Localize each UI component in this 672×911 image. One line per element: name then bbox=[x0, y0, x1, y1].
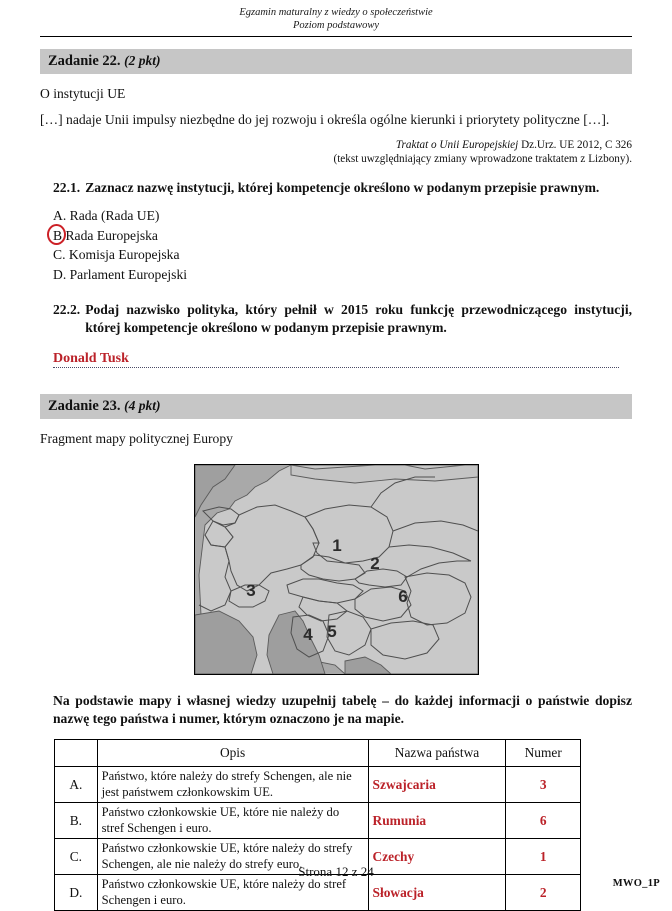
exam-code: MWO_1P bbox=[612, 878, 660, 889]
row-b-country-answer[interactable]: Rumunia bbox=[368, 803, 506, 839]
row-c-description: Państwo członkowskie UE, które należy do strefy Schengen, ale nie należy do strefy euro. bbox=[97, 839, 368, 875]
running-header-line2: Poziom podstawowy bbox=[292, 20, 380, 31]
answer-dotted-line bbox=[53, 367, 619, 368]
row-c-letter: C. bbox=[55, 839, 98, 875]
option-d-letter: D. bbox=[53, 266, 67, 282]
map-label-4: 4 bbox=[302, 625, 313, 644]
question-22-2-answer-area[interactable] bbox=[53, 349, 619, 368]
row-b-letter: B. bbox=[55, 803, 98, 839]
table-head bbox=[55, 740, 581, 767]
option-a-letter: A. bbox=[53, 208, 67, 223]
map-svg bbox=[195, 465, 478, 674]
task-23-instruction: Na podstawie mapy i własnej wiedzy uzupełnij tabelę – do każdej informacji o państwie dopisz nazwę tego państwa i numer, którym oznaczono je na mapie. bbox=[53, 693, 632, 726]
option-a[interactable] bbox=[53, 206, 672, 226]
header-description: Opis bbox=[97, 740, 368, 767]
row-d-letter: D. bbox=[55, 875, 98, 911]
task-22-quote: […] nadaje Unii impulsy niezbędne do jej rozwoju i określa ogólne kierunki i priorytety polityczne […]. bbox=[40, 112, 610, 127]
row-d-number-answer[interactable]: 2 bbox=[506, 875, 581, 911]
option-d[interactable] bbox=[53, 265, 672, 285]
table-row bbox=[55, 767, 581, 803]
task-23-body bbox=[40, 430, 632, 448]
attribution-line1 bbox=[40, 138, 632, 152]
question-22-2-text: Podaj nazwisko polityka, który pełnił w 2015 roku funkcję przewodniczącego instytucji, której kompetencje określono w podanym przepisie prawnym. bbox=[85, 302, 632, 335]
question-22-2-answer: Donald Tusk bbox=[53, 351, 129, 366]
row-a-description: Państwo, które należy do strefy Schengen, ale nie jest państwem członkowskim UE. bbox=[97, 767, 368, 803]
task-22-source-intro: O instytucji UE bbox=[40, 86, 126, 101]
row-a-number-answer[interactable]: 3 bbox=[506, 767, 581, 803]
map-label-3: 3 bbox=[245, 581, 256, 600]
table-body bbox=[55, 767, 581, 911]
task-23-header bbox=[40, 394, 632, 419]
header-number: Numer bbox=[506, 740, 581, 767]
task-22-attribution bbox=[40, 138, 632, 166]
question-22-1-options bbox=[53, 206, 672, 284]
header-letter bbox=[55, 740, 98, 767]
task-23-title: Zadanie 23. bbox=[48, 398, 121, 414]
option-b[interactable] bbox=[53, 226, 672, 246]
header-divider bbox=[40, 36, 632, 37]
task-23-points: (4 pkt) bbox=[124, 398, 161, 413]
option-c-label: Komisja Europejska bbox=[68, 247, 180, 262]
question-22-1 bbox=[8, 179, 632, 197]
attribution-ref: Dz.Urz. UE 2012, C 326 bbox=[518, 139, 632, 151]
row-b-description: Państwo członkowskie UE, które nie należy do stref Schengen i euro. bbox=[97, 803, 368, 839]
option-c-letter: C. bbox=[53, 247, 66, 262]
option-a-label: Rada (Rada UE) bbox=[69, 208, 160, 223]
task-22-title: Zadanie 22. bbox=[48, 53, 121, 69]
question-22-2-number: 22.2. bbox=[53, 302, 81, 317]
table-header-row bbox=[55, 740, 581, 767]
map-label-5: 5 bbox=[326, 622, 337, 641]
question-22-1-number: 22.1. bbox=[53, 180, 81, 195]
attribution-title: Traktat o Unii Europejskiej bbox=[395, 139, 519, 151]
row-a-letter: A. bbox=[55, 767, 98, 803]
task-22-body bbox=[40, 85, 632, 166]
europe-political-map bbox=[194, 464, 479, 675]
row-d-description: Państwo członkowskie UE, które należy do stref Schengen i euro. bbox=[97, 875, 368, 911]
map-caption: Fragment mapy politycznej Europy bbox=[40, 431, 233, 446]
map-label-6: 6 bbox=[397, 587, 408, 606]
running-header-line1: Egzamin maturalny z wiedzy o społeczeństwie bbox=[239, 7, 433, 18]
task-22-points: (2 pkt) bbox=[124, 53, 161, 68]
question-22-2 bbox=[8, 301, 632, 337]
question-22-2-answer-row bbox=[53, 349, 619, 366]
option-b-letter bbox=[53, 228, 62, 243]
question-22-1-text: Zaznacz nazwę instytucji, której kompetencje określono w podanym przepisie prawnym. bbox=[85, 180, 600, 195]
map-label-1: 1 bbox=[331, 536, 342, 555]
row-d-country-answer[interactable]: Słowacja bbox=[368, 875, 506, 911]
page-number: Strona 12 z 24 bbox=[298, 864, 374, 879]
map-label-2: 2 bbox=[369, 554, 380, 573]
page-footer bbox=[0, 864, 672, 888]
option-b-letter-text: B bbox=[53, 227, 63, 243]
header-country-name: Nazwa państwa bbox=[368, 740, 506, 767]
option-b-label: Rada Europejska bbox=[65, 227, 158, 243]
row-b-number-answer[interactable]: 6 bbox=[506, 803, 581, 839]
running-header bbox=[0, 0, 672, 32]
option-c[interactable] bbox=[53, 245, 672, 265]
row-a-country-answer[interactable]: Szwajcaria bbox=[368, 767, 506, 803]
row-c-country-answer[interactable]: Czechy bbox=[368, 839, 506, 875]
row-c-number-answer[interactable]: 1 bbox=[506, 839, 581, 875]
attribution-line2: (tekst uwzględniający zmiany wprowadzone traktatem z Lizbony). bbox=[333, 153, 632, 165]
task-22-header bbox=[40, 49, 632, 74]
option-d-label: Parlament Europejski bbox=[69, 266, 188, 282]
table-row bbox=[55, 803, 581, 839]
